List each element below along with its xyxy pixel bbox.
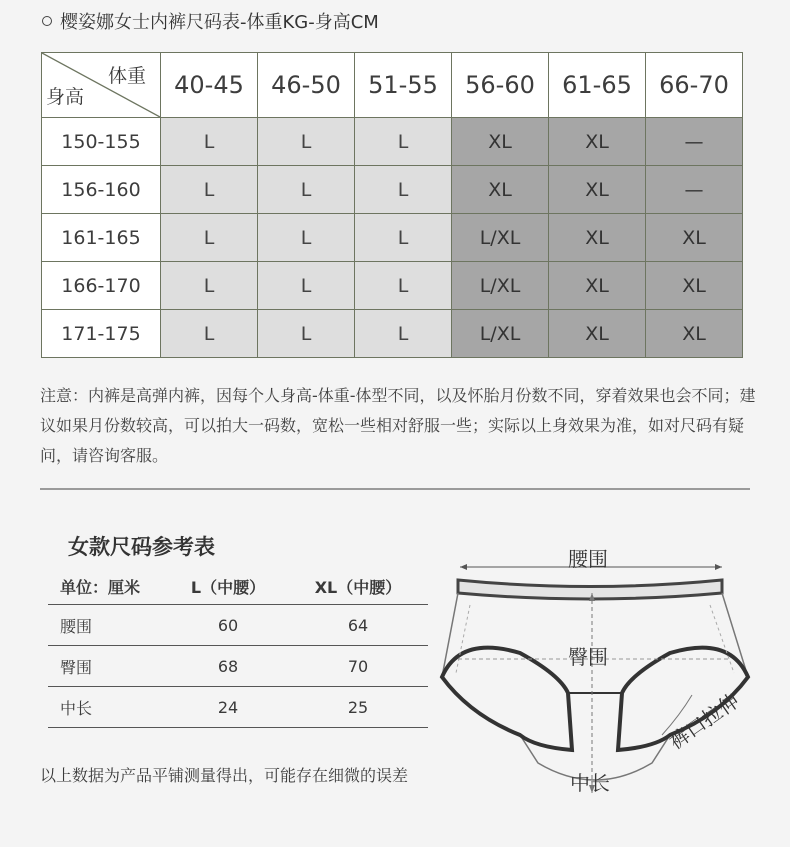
measure-value: 64	[347, 615, 369, 635]
size-cell: L/XL	[452, 262, 549, 310]
size-cell: XL	[549, 214, 646, 262]
leg-stretch-label: 裤口拉伸	[664, 688, 744, 754]
size-cell: XL	[549, 166, 646, 214]
size-note: 注意：内裤是高弹内裤，因每个人身高-体重-体型不同，以及怀胎月份数不同，穿着效果也会不同；建议如果月份数较高，可以拍大一码数，宽松一些相对舒服一些；实际以上身效果为准，如对尺码有疑问，请咨询客服。	[40, 386, 756, 465]
table-row	[42, 262, 743, 310]
title-text: 樱姿娜女士内裤尺码表-体重KG-身高CM	[60, 12, 379, 33]
measurement-footnote: 以上数据为产品平铺测量得出，可能存在细微的误差	[40, 766, 409, 785]
length-label: 中长	[570, 771, 610, 795]
size-cell: L	[161, 262, 258, 310]
size-cell: L	[161, 310, 258, 358]
corner-header	[42, 53, 161, 118]
size-cell: L	[355, 262, 452, 310]
measure-value: 68	[217, 656, 239, 676]
measure-label: 臀围	[60, 657, 93, 677]
height-header: 150-155	[42, 118, 161, 166]
weight-header: 61-65	[549, 53, 646, 118]
size-cell: XL	[549, 118, 646, 166]
underwear-diagram	[430, 535, 790, 835]
height-header: 161-165	[42, 214, 161, 262]
size-cell: L	[355, 310, 452, 358]
waist-label: 腰围	[568, 547, 608, 571]
reference-header-row	[48, 568, 428, 605]
table-row	[48, 605, 428, 646]
measure-value: 70	[347, 656, 369, 676]
size-cell: L	[355, 214, 452, 262]
weight-header: 66-70	[646, 53, 743, 118]
size-cell: XL	[646, 310, 743, 358]
table-row	[42, 310, 743, 358]
size-cell: XL	[646, 262, 743, 310]
page-title	[42, 8, 379, 34]
weight-header: 51-55	[355, 53, 452, 118]
table-row	[42, 118, 743, 166]
size-cell: L	[258, 118, 355, 166]
measure-value: 25	[347, 697, 369, 717]
size-cell: L	[161, 118, 258, 166]
bullet-icon	[42, 16, 52, 26]
reference-title: 女款尺码参考表	[68, 535, 215, 559]
divider	[40, 488, 750, 490]
size-cell: XL	[452, 118, 549, 166]
size-cell: L	[258, 166, 355, 214]
size-cell: L	[355, 166, 452, 214]
size-l-header: L（中腰）	[190, 577, 266, 597]
size-xl-header: XL（中腰）	[314, 577, 402, 597]
height-header: 171-175	[42, 310, 161, 358]
weight-header: 40-45	[161, 53, 258, 118]
height-label: 身高	[46, 86, 85, 108]
weight-label: 体重	[107, 65, 146, 87]
underwear-outline-icon	[430, 535, 790, 835]
size-cell: —	[646, 166, 743, 214]
weight-header: 46-50	[258, 53, 355, 118]
size-cell: L	[161, 166, 258, 214]
size-cell: L	[258, 262, 355, 310]
size-cell: L	[355, 118, 452, 166]
weight-header: 56-60	[452, 53, 549, 118]
size-cell: L/XL	[452, 214, 549, 262]
measure-value: 24	[217, 697, 239, 717]
measure-label: 中长	[60, 698, 93, 718]
unit-label: 单位：厘米	[60, 577, 141, 597]
table-row	[42, 166, 743, 214]
measure-value: 60	[217, 615, 239, 635]
height-header: 156-160	[42, 166, 161, 214]
table-row	[48, 687, 428, 728]
size-chart-table	[41, 52, 743, 358]
table-row	[42, 214, 743, 262]
hip-label: 臀围	[568, 645, 608, 669]
reference-table	[48, 568, 428, 728]
height-header: 166-170	[42, 262, 161, 310]
size-cell: L	[258, 214, 355, 262]
table-row	[48, 646, 428, 687]
size-cell: XL	[549, 262, 646, 310]
size-cell: L/XL	[452, 310, 549, 358]
size-cell: L	[161, 214, 258, 262]
size-cell: L	[258, 310, 355, 358]
size-cell: XL	[646, 214, 743, 262]
size-cell: XL	[549, 310, 646, 358]
measure-label: 腰围	[60, 616, 93, 636]
size-cell: —	[646, 118, 743, 166]
size-cell: XL	[452, 166, 549, 214]
